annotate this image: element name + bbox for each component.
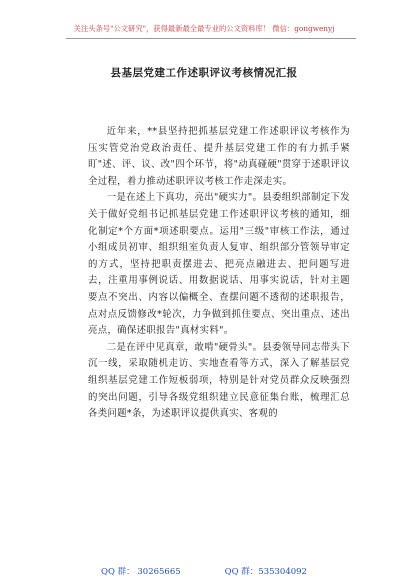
header-divider [66, 38, 356, 39]
paragraph-point-two: 二是在评中见真章，敢啃"硬骨头"。县委领导同志带头下沉一线，采取随机走访、实地查看等方式，深入了解基层党组织基层党建工作短板弱项，特别是针对党员群众反映强烈的突出问题，引导各级党组织建立民意征集台账，梳理汇总各类问题*条，为述职评议提供真实、客观的 [88, 341, 350, 420]
paragraph-point-one: 一是在述上下真功，亮出"硬实力"。县委组织部制定下发关于做好党组书记抓基层党建工作述职评议考核的通知，细化制定*个方面*项述职要点。运用"三级"审核工作法，通过小组成员初审、组织组室负责人复审、组织部分管领导审定的方式，坚持把职责摆进去、把亮点融进去、把问题写进去，注重用事例说话、用数据说话、用事实说话，针对主题要点不突出、内容以偏概全、查摆问题不透彻的述职报告，点对点反馈修改*轮次，力争做到抓住要点、突出重点、述出亮点，确保述职报告"真材实料"。 [88, 192, 350, 337]
footer-contact [0, 565, 408, 577]
promo-banner: 关注头条号"公文研究"，获得最新最全最专业的公文资料库！ 微信：gongwenyj [73, 24, 335, 33]
paragraph-intro: 近年来，**县坚持把抓基层党建工作述职评议考核作为压实管党治党政治责任、提升基层党建工作的有力抓手紧盯"述、评、议、改"四个环节，将"动真碰硬"贯穿于述职评议全过程，着力推动述职评议考核工作走深走实。 [88, 126, 350, 187]
footer-qq-group-1: QQ 群： 30265665 [101, 567, 181, 577]
document-body [88, 124, 350, 423]
document-title: 县基层党建工作述职评议考核情况汇报 [110, 67, 298, 79]
footer-qq-group-2: QQ 群：535304092 [224, 567, 307, 577]
